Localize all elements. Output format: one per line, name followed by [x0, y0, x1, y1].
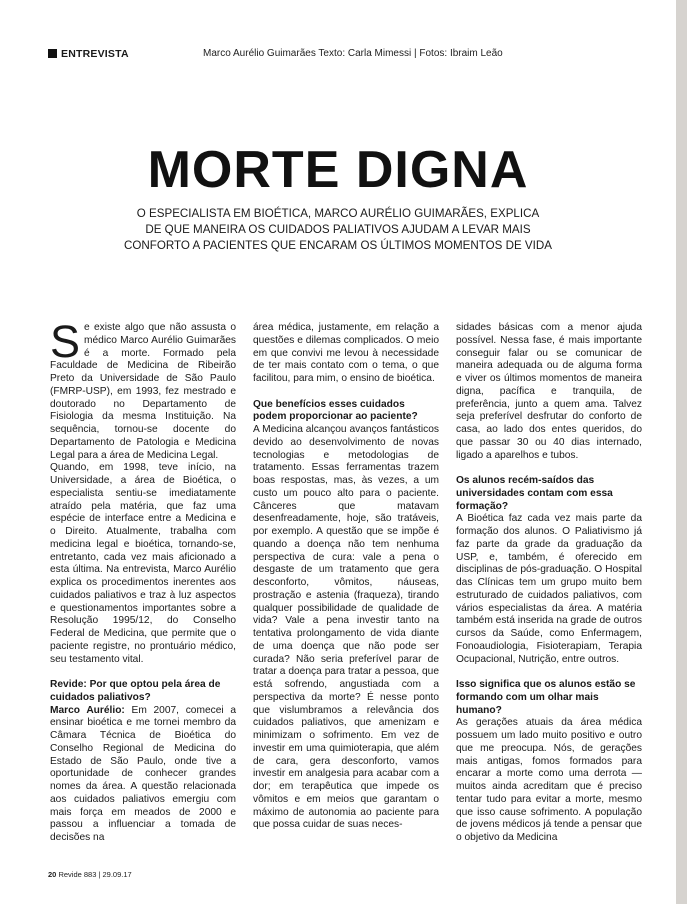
- text-column-3: [456, 322, 642, 845]
- interview-question: Revide: Por que optou pela área de cuidados paliativos?: [50, 679, 221, 703]
- text-column-1: [50, 316, 236, 845]
- body-paragraph: Quando, em 1998, teve início, na Universidade, a área de Bioética, o especialista sentiu-se imediatamente atraído pela matéria, que faz uma espécie de interface entre a Medicina e o Direito. Atualmente, trabalha com medicina legal e bioética, tornando-se, entretanto, cada vez mais aficionado a esta última. Na entrevista, Marco Aurélio explica os procedimentos inerentes aos cuidados paliativos e traz à luz aspectos e questionamentos importantes sobre a Resolução 1995/12, do Conselho Federal de Medicina, que permite que o paciente registre, no prontuário médico, seu testamento vital.: [50, 462, 236, 665]
- interview-question: Que benefícios esses cuidados podem proporcionar ao paciente?: [253, 398, 418, 423]
- body-paragraph: área médica, justamente, em relação a questões e dilemas complicados. O meio em que convivi me levou à necessidade de ter mais contato com o tema, o que facilitou, para mim, o ensino de bioética.: [253, 322, 439, 384]
- body-paragraph: As gerações atuais da área médica possuem um lado muito positivo e outro que me preocupa. Nós, de gerações mais antigas, fomos formados para encarar a morte como uma derrota — muitos ainda acreditam que é preciso tentar tudo para evitar a morte, mesmo que isso cause sofrimento. A população de jovens médicos já tende a pensar que o objetivo da Medicina: [456, 717, 642, 843]
- body-paragraph: sidades básicas com a menor ajuda possível. Nessa fase, é mais importante conseguir falar ou se comunicar de maneira adequada ou de alguma forma e viver os últimos momentos de maneira digna, pacífica e tranquila, de preferência, junto a quem ama. Talvez seja preferível desfrutar do conforto de casa, ao lado dos entes queridos, do que passar 30 ou 40 dias internado, ligado a aparelhos e tubos.: [456, 322, 642, 461]
- article-credits: Marco Aurélio Guimarães Texto: Carla Mimessi | Fotos: Ibraim Leão: [203, 48, 503, 59]
- speaker-label: Marco Aurélio:: [50, 704, 125, 716]
- body-paragraph: A Bioética faz cada vez mais parte da formação dos alunos. O Paliativismo já faz parte da grade da graduação da USP, e, também, é oferecido em disciplinas de pós-graduação. O Hospital das Clínicas tem um grupo muito bem estruturado de cuidados paliativos, com vários especialistas da área. A matéria também está inserida na grade de outros cursos da Saúde, como Enfermagem, Fonoaudiologia, Fisioterapiam, Terapia Ocupacional, Nutrição, entre outros.: [456, 513, 642, 665]
- square-bullet-icon: [48, 49, 57, 58]
- text-column-2: [253, 322, 439, 832]
- section-label: ENTREVISTA: [61, 48, 129, 60]
- body-paragraph: [50, 316, 236, 462]
- subtitle-line: DE QUE MANEIRA OS CUIDADOS PALIATIVOS AJUDAM A LEVAR MAIS: [145, 223, 531, 236]
- interview-question: Isso significa que os alunos estão se formando com um olhar mais humano?: [456, 679, 636, 716]
- section-tag: [48, 47, 129, 61]
- paragraph-text: e existe algo que não assusta o médico Marco Aurélio Guimarães é a morte. Formado pela Faculdade de Medicina de Ribeirão Preto da Universidade de São Paulo (FMRP-USP), em 1993, fez mestrado e doutorado no Departamento de Fisiologia da mesma Instituição. Na sequência, tornou-se docente do Departamento de Patologia e Medicina Legal para a área de Medicina Legal.: [50, 322, 236, 461]
- page-number: 20: [48, 870, 57, 879]
- issue-info: Revide 883 | 29.09.17: [58, 870, 132, 879]
- drop-cap: S: [50, 316, 81, 367]
- page-footer: [48, 870, 132, 880]
- interview-question: Os alunos recém-saídos das universidades contam com essa formação?: [456, 475, 613, 512]
- article-title: MORTE DIGNA: [147, 141, 529, 199]
- body-paragraph: [50, 705, 236, 845]
- paragraph-text: Em 2007, comecei a ensinar bioética e me tornei membro da Câmara Técnica de Bioética do Conselho Regional de Medicina do Estado de São Paulo, onde tive a oportunidade de conhecer grandes nomes da área. A questão relacionada aos cuidados paliativos emergiu com mais força em meados de 2000 e passou a influenciar a tomada de decisões na: [50, 704, 236, 843]
- body-paragraph: A Medicina alcançou avanços fantásticos devido ao desenvolvimento de novas tecnologias e metodologias de tratamento. Essas ferramentas trazem boas respostas, mas, às vezes, a um custo um pouco alto para o paciente. Cânceres que matavam desenfreadamente, hoje, são tratáveis, por exemplo. A questão que se impõe é quando a doença não tem nenhuma perspectiva de cura: vale a pena o desgaste de um tratamento que gera desconforto, vômitos, náuseas, prostração e astenia (fraqueza), tirando qualquer possibilidade de qualidade de vida? Vale a pena investir tanto na tentativa prolongamento de vida diante de uma doença que não pode ser curada? Não seria preferível parar de tratar a doença para tratar a pessoa, que está sofrendo, angustiada com a perspectiva da morte? É nesse ponto que vislumbramos a relevância dos cuidados paliativos, que amenizam e minimizam o sofrimento. Em vez de investir em uma quimioterapia, que além de cara, gera desconforto, vamos investir em analgesia para acabar com a dor; em terapêutica que impede os vômitos e em meios que garantam o máximo de autonomia ao paciente para que possa cuidar de suas neces-: [253, 424, 439, 831]
- article-subtitle: [0, 206, 676, 254]
- page-header: [48, 47, 648, 61]
- subtitle-line: CONFORTO A PACIENTES QUE ENCARAM OS ÚLTIMOS MOMENTOS DE VIDA: [124, 239, 552, 252]
- subtitle-line: O ESPECIALISTA EM BIOÉTICA, MARCO AURÉLIO GUIMARÃES, EXPLICA: [136, 207, 540, 220]
